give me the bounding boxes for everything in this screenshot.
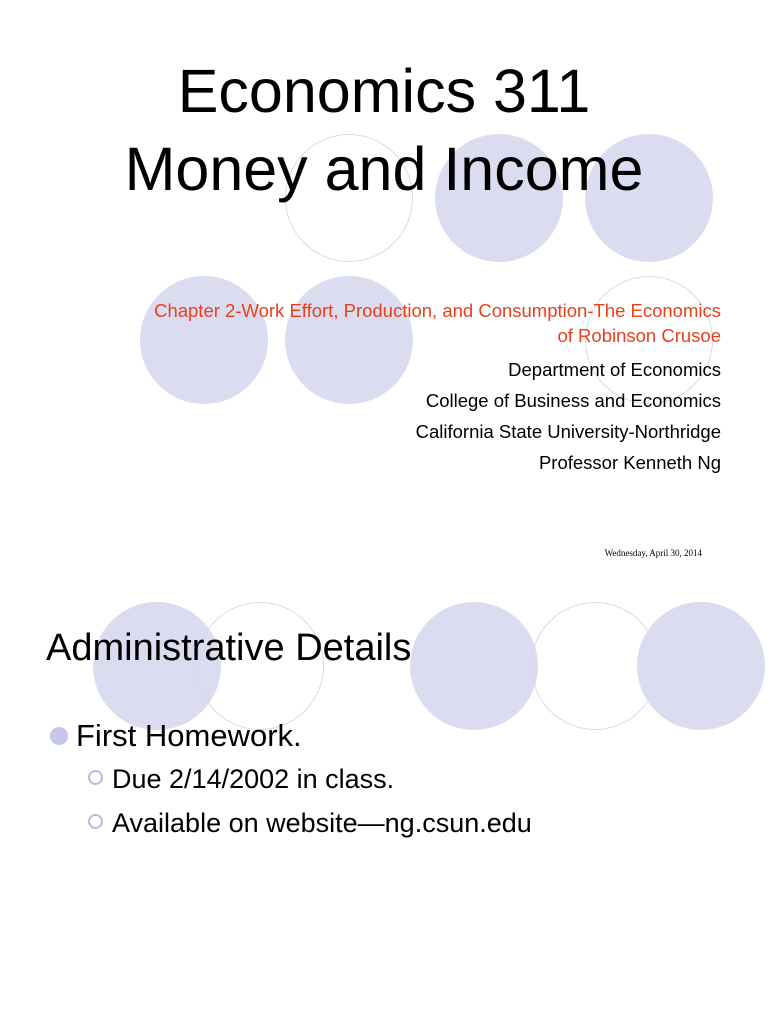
sub-bullet-text: Due 2/14/2002 in class. [112,764,395,794]
bullet-dot-icon [50,727,68,745]
slide-heading: Administrative Details [46,627,412,669]
professor-text: Professor Kenneth Ng [538,452,721,473]
decorative-circle-filled [637,602,765,730]
chapter-title [41,298,721,348]
bullet-list [50,717,532,841]
slide-date: Wednesday, April 30, 2014 [604,548,702,558]
sub-bullet-item [50,761,532,797]
college-text: College of Business and Economics [425,390,721,411]
slide-title [0,52,768,208]
bullet-item [50,717,532,755]
department-text: Department of Economics [508,359,721,380]
subtitle-block [41,298,721,478]
sub-bullet-text: Available on website—ng.csun.edu [112,808,532,838]
bullet-text: First Homework. [76,718,302,753]
sub-bullet-item [50,805,532,841]
title-line-2: Money and Income [124,135,644,203]
title-line-1: Economics 311 [177,57,591,125]
bullet-ring-icon [88,770,103,785]
bullet-ring-icon [88,814,103,829]
decorative-circle-filled [410,602,538,730]
chapter-title-line-1: Chapter 2-Work Effort, Production, and Consumption-The Economics [154,300,721,321]
university-text: California State University-Northridge [415,421,721,442]
content-slide [0,576,768,1024]
chapter-title-line-2: of Robinson Crusoe [557,325,721,346]
